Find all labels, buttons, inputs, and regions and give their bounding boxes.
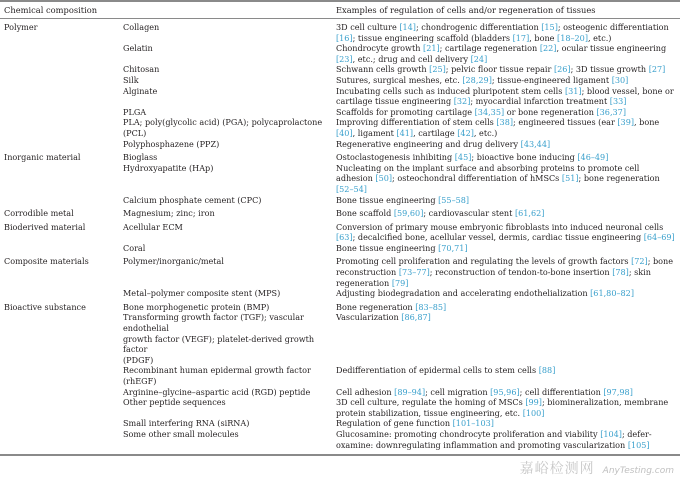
example-text: ; defer- <box>621 428 652 439</box>
material-name: Bone morphogenetic protein (BMP) <box>123 301 270 312</box>
example-text: ; pelvic floor tissue repair <box>445 64 554 75</box>
watermark-cn: 嘉峪检测网 <box>519 461 595 478</box>
example-text: Promoting cell proliferation and regulating the levels of growth factors <box>336 256 632 267</box>
category-empty <box>0 117 119 138</box>
example-text: ; blood vessel, bone or <box>581 85 674 96</box>
table-row-examples <box>332 195 680 206</box>
example-text: , bone <box>634 117 660 128</box>
example-text: ; chondrogenic differentiation <box>415 22 542 32</box>
citation-link[interactable]: [24] <box>470 53 488 64</box>
example-text: ; bioactive bone inducing <box>471 152 578 163</box>
category-empty <box>0 139 119 150</box>
table-row-examples <box>332 418 680 429</box>
category-inorganic: Inorganic material <box>4 152 81 163</box>
table-row-examples <box>332 163 680 195</box>
example-text: ; reconstruction of tendon-to-bone insertion <box>429 267 613 278</box>
category-empty <box>0 312 119 365</box>
table-row <box>0 64 680 75</box>
material-name: PLA; poly(glycolic acid) (PGA); polycaprolactone (PCL) <box>123 117 323 138</box>
table-row <box>0 312 680 365</box>
citation-link[interactable]: [64–69] <box>643 232 675 243</box>
material-name: Recombinant human epidermal growth factor (rhEGF) <box>123 365 311 386</box>
category-empty <box>0 64 119 75</box>
category-empty <box>0 418 119 429</box>
citation-link[interactable]: [26] <box>553 64 571 75</box>
category-empty <box>0 195 119 206</box>
table-row <box>0 397 680 418</box>
category-bioactive: Bioactive substance <box>4 301 86 312</box>
citation-link[interactable]: [104] <box>600 428 622 439</box>
example-text: Bone tissue engineering <box>336 194 439 205</box>
material-name: Bioglass <box>123 152 158 163</box>
table-row-examples <box>332 253 680 288</box>
citation-link[interactable]: [61,62] <box>514 208 545 219</box>
citation-link[interactable]: [88] <box>538 365 556 376</box>
material-name: Magnesium; zinc; iron <box>123 208 215 219</box>
citation-link[interactable]: [42] <box>457 127 474 138</box>
example-text: cartilage tissue engineering <box>336 96 454 107</box>
material-name: Alginate <box>123 85 158 96</box>
citation-link[interactable]: [45] <box>454 152 472 163</box>
table-row <box>0 288 680 299</box>
citation-link[interactable]: [43,44] <box>520 138 551 149</box>
citation-link[interactable]: [46–49] <box>577 152 609 163</box>
example-text: Scaffolds for promoting cartilage <box>336 106 475 117</box>
table-row <box>0 163 680 195</box>
citation-link[interactable]: [33] <box>609 96 627 107</box>
table-row <box>0 86 680 107</box>
citation-link[interactable]: [86,87] <box>401 312 431 323</box>
citation-link[interactable]: [16] <box>336 32 353 43</box>
table-row <box>0 418 680 429</box>
citation-link[interactable]: [97,98] <box>603 386 633 397</box>
table-row-examples <box>332 205 680 219</box>
citation-link[interactable]: [28,29] <box>462 74 492 85</box>
table-row-examples <box>332 64 680 75</box>
citation-link[interactable]: [51] <box>561 173 579 184</box>
example-text: ; cardiovascular stent <box>423 208 515 219</box>
material-name: Metal–polymer composite stent (MPS) <box>123 288 281 299</box>
example-text: , etc.; drug and cell delivery <box>352 53 471 64</box>
example-text: Bone scaffold <box>336 208 394 219</box>
material-name: Other peptide sequences <box>123 397 226 408</box>
citation-link[interactable]: [23] <box>336 53 353 64</box>
citation-link[interactable]: [52–54] <box>336 183 367 194</box>
example-text: 3D cell culture, regulate the homing of MSCs <box>336 397 526 408</box>
citation-link[interactable]: [41] <box>396 127 414 138</box>
example-text: , etc.) <box>588 32 612 43</box>
citation-link[interactable]: [99] <box>525 397 542 408</box>
example-text: , bone <box>529 32 558 43</box>
category-empty <box>0 288 119 299</box>
table-row-examples <box>332 219 680 243</box>
citation-link[interactable]: [101–103] <box>452 418 494 429</box>
citation-link[interactable]: [22] <box>539 43 557 54</box>
example-text: Regenerative engineering and drug delivery <box>336 138 521 149</box>
example-text: , etc.) <box>473 127 498 138</box>
category-empty <box>0 429 119 455</box>
citation-link[interactable]: [34,35] <box>474 106 505 117</box>
material-name: PLGA <box>123 106 147 117</box>
example-text: Adjusting biodegradation and accelerating endothelialization <box>336 288 591 299</box>
citation-link[interactable]: [17] <box>512 32 530 43</box>
example-text: bone reconstruction <box>336 256 674 278</box>
watermark-en: AnyTesting.com <box>602 466 674 477</box>
example-text: Vascularization <box>336 312 402 323</box>
category-empty <box>0 163 119 195</box>
example-text: ; osteochondral differentiation of hMSCs <box>392 173 562 184</box>
example-text: Dedifferentiation of epidermal cells to stem cells <box>336 365 539 376</box>
material-name: Silk <box>123 74 139 85</box>
material-name: Collagen <box>123 22 160 32</box>
citation-link[interactable]: [72] <box>631 256 648 267</box>
table-row <box>0 299 680 313</box>
table-row <box>0 253 680 288</box>
citation-link[interactable]: [14] <box>399 22 416 32</box>
table-row <box>0 365 680 386</box>
example-text: ; tissue engineering scaffold (bladders <box>352 32 513 43</box>
example-text: ; engineered tissues (ear <box>513 117 618 128</box>
citation-link[interactable]: [38] <box>496 117 514 128</box>
example-text: Ostoclastogenesis inhibiting <box>336 152 455 163</box>
table-row-examples <box>332 139 680 150</box>
example-text: oxamine: downregulating inflammation and promoting vascularization <box>336 439 628 450</box>
category-polymer: Polymer <box>4 22 38 32</box>
citation-link[interactable]: [78] <box>612 267 629 278</box>
citation-link[interactable]: [100] <box>522 407 545 418</box>
citation-link[interactable]: [61,80–82] <box>590 288 634 299</box>
table-row <box>0 139 680 150</box>
example-text: Improving differentiation of stem cells <box>336 117 497 128</box>
table-row-examples <box>332 86 680 107</box>
citation-link[interactable]: [95,96] <box>490 386 520 397</box>
citation-link[interactable]: [63] <box>336 232 353 243</box>
example-text: ; osteogenic differentiation <box>557 22 669 32</box>
example-text: Bone regeneration <box>336 301 416 312</box>
example-text: ; <box>647 256 651 267</box>
example-text: Conversion of primary mouse embryonic fibroblasts into induced neuronal cells <box>336 221 664 232</box>
citation-link[interactable]: [79] <box>391 277 409 288</box>
citation-link[interactable]: [70,71] <box>438 242 468 253</box>
category-empty <box>0 365 119 386</box>
citation-link[interactable]: [15] <box>541 22 558 32</box>
material-name: Chitosan <box>123 64 160 75</box>
citation-link[interactable]: [73–77] <box>398 267 430 278</box>
category-composite: Composite materials <box>4 256 89 267</box>
category-bioderived: Bioderived material <box>4 221 86 232</box>
table-row-examples <box>332 107 680 118</box>
citation-link[interactable]: [30] <box>611 74 629 85</box>
table-row-examples <box>332 75 680 86</box>
example-text: , cartilage <box>413 127 458 138</box>
material-name: Gelatin <box>123 43 153 54</box>
category-empty <box>0 107 119 118</box>
example-text: ; 3D tissue growth <box>570 64 649 75</box>
table-row <box>0 195 680 206</box>
table-row-examples <box>332 288 680 299</box>
table-row <box>0 19 680 44</box>
citation-link[interactable]: [27] <box>648 64 666 75</box>
table-row-examples <box>332 387 680 398</box>
example-text: Sutures, surgical meshes, etc. <box>336 74 463 85</box>
material-name: Polyphosphazene (PPZ) <box>123 138 220 149</box>
example-text: ; cartilage regeneration <box>439 43 540 54</box>
table-row <box>0 149 680 163</box>
example-text: 3D cell culture <box>336 22 400 32</box>
table-body <box>0 19 680 456</box>
table-row-examples <box>332 312 680 365</box>
table-row <box>0 107 680 118</box>
example-text: ; biomineralization, membrane <box>541 397 669 408</box>
table-row <box>0 219 680 243</box>
table-row-examples <box>332 365 680 386</box>
table-row <box>0 75 680 86</box>
category-empty <box>0 43 119 64</box>
citation-link[interactable]: [31] <box>564 85 582 96</box>
example-text: ; bone regeneration <box>578 173 660 184</box>
category-corrodible-metal: Corrodible metal <box>4 208 74 219</box>
example-text: Schwann cells growth <box>336 64 430 75</box>
table-row-examples <box>332 43 680 64</box>
citation-link[interactable]: [89–94] <box>394 386 426 397</box>
example-text: Glucosamine: promoting chondrocyte proliferation and viability <box>336 428 601 439</box>
citation-link[interactable]: [55–58] <box>438 194 470 205</box>
material-name: Arginine–glycine–aspartic acid (RGD) peptide <box>123 386 311 397</box>
category-empty <box>0 86 119 107</box>
example-text: , ocular tissue engineering <box>556 43 667 54</box>
example-text: Regulation of gene function <box>336 418 453 429</box>
example-text: Bone tissue engineering <box>336 242 439 253</box>
citation-link[interactable]: [83–85] <box>415 301 447 312</box>
table-row <box>0 429 680 455</box>
table-row <box>0 387 680 398</box>
citation-link[interactable]: [50] <box>375 173 393 184</box>
header-chemical-composition: Chemical composition <box>0 1 332 19</box>
example-text: skin regeneration <box>336 267 651 288</box>
example-text: , ligament <box>352 127 397 138</box>
material-name: Acellular ECM <box>123 221 183 232</box>
table-row <box>0 205 680 219</box>
category-empty <box>0 243 119 254</box>
citation-link[interactable]: [32] <box>453 96 471 107</box>
citation-link[interactable]: [105] <box>627 439 650 450</box>
example-text: Nucleating on the implant surface and absorbing proteins to promote cell <box>336 162 640 173</box>
example-text: Cell adhesion <box>336 386 395 397</box>
example-text: ; cell migration <box>425 386 491 397</box>
citation-link[interactable]: [36,37] <box>596 106 626 117</box>
example-text: ; decalcified bone, acellular vessel, dermis, cardiac tissue engineering <box>352 232 644 243</box>
citation-link[interactable]: [18–20] <box>557 32 588 43</box>
example-text: or bone regeneration <box>504 106 597 117</box>
citation-link[interactable]: [59,60] <box>393 208 424 219</box>
material-name: Small interfering RNA (siRNA) <box>123 418 250 429</box>
category-empty <box>0 75 119 86</box>
table-row-examples <box>332 117 680 138</box>
material-name: Some other small molecules <box>119 429 332 455</box>
example-text: ; tissue-engineered ligament <box>491 74 612 85</box>
table-row-examples <box>332 243 680 254</box>
category-empty <box>0 397 119 418</box>
material-name: Hydroxyapatite (HAp) <box>123 162 214 173</box>
material-name: Polymer/inorganic/metal <box>123 256 224 267</box>
table-row-examples <box>332 299 680 313</box>
table-row <box>0 117 680 138</box>
table-row-examples <box>332 19 680 44</box>
material-name: Coral <box>123 242 146 253</box>
header-examples: Examples of regulation of cells and/or regeneration of tissues <box>332 1 680 19</box>
table-row-examples <box>332 429 680 455</box>
category-empty <box>0 387 119 398</box>
example-text: Chondrocyte growth <box>336 43 424 54</box>
table-header <box>0 1 680 19</box>
table-row <box>0 243 680 254</box>
example-text: protein stabilization, tissue engineering, etc. <box>336 407 523 418</box>
example-text: adhesion <box>336 173 376 184</box>
citation-link[interactable]: [25] <box>429 64 446 75</box>
table-row-examples <box>332 397 680 418</box>
material-name: Calcium phosphate cement (CPC) <box>123 194 262 205</box>
example-text: ; myocardial infarction treatment <box>470 96 610 107</box>
example-text: ; <box>628 267 632 278</box>
table-row <box>0 43 680 64</box>
material-name: Transforming growth factor (TGF); vascular endothelial growth factor (VEGF); platelet-derived growth factor (PDGF) <box>123 312 315 365</box>
citation-link[interactable]: [21] <box>423 43 440 54</box>
table-row-examples <box>332 149 680 163</box>
example-text: Incubating cells such as induced pluripotent stem cells <box>336 85 565 96</box>
citation-link[interactable]: [39] <box>617 117 635 128</box>
citation-link[interactable]: [40] <box>336 127 353 138</box>
example-text: ; cell differentiation <box>519 386 604 397</box>
watermark <box>0 456 680 478</box>
